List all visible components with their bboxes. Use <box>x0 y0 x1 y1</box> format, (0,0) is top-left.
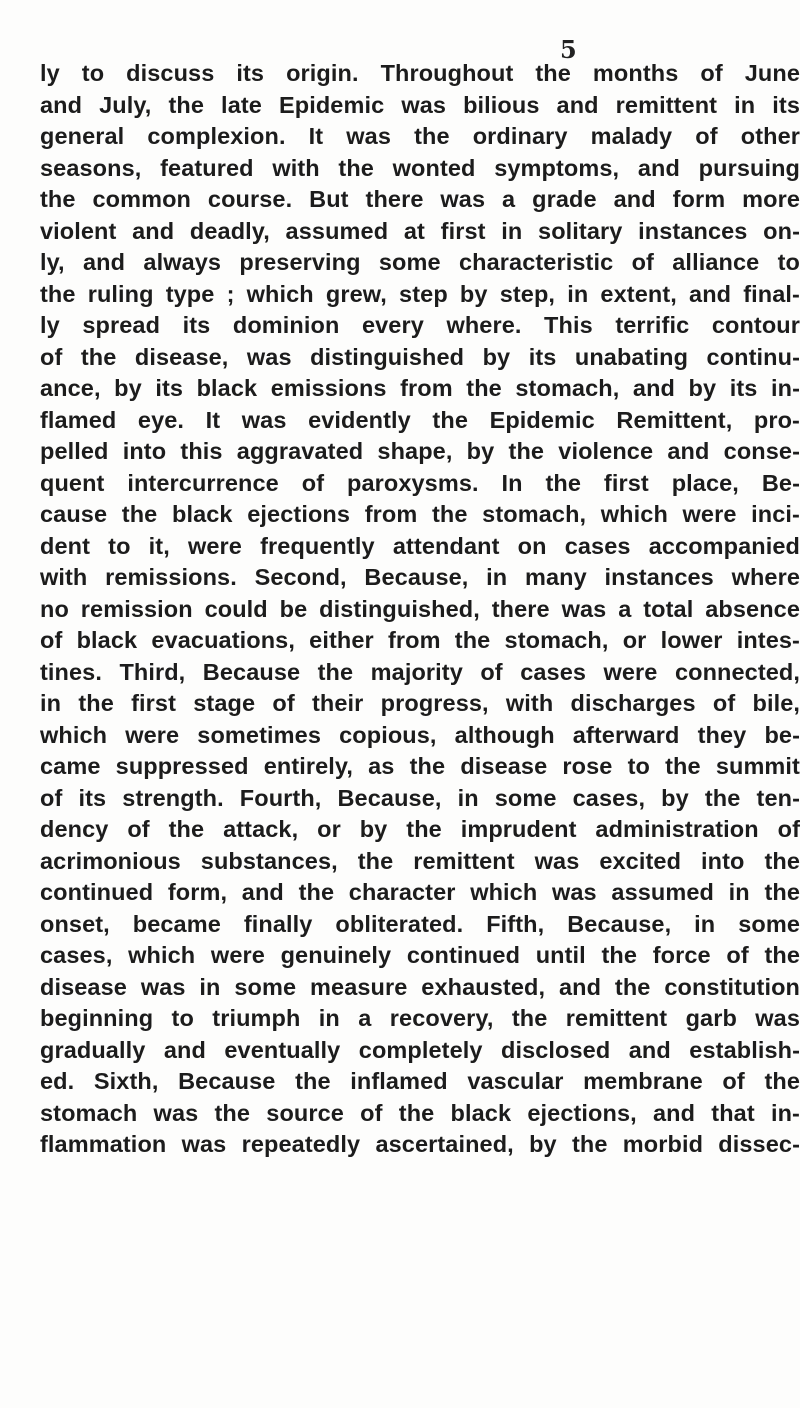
text-line: and July, the late Epidemic was bilious and remittent in its <box>40 91 800 118</box>
text-line: flammation was repeatedly ascertained, by the morbid dissec- <box>40 1131 800 1157</box>
text-line: tines. Third, Because the majority of cases were connected, <box>40 658 800 685</box>
text-line: violent and deadly, assumed at first in solitary instances on- <box>40 217 800 244</box>
text-line: of the disease, was distinguished by its unabating continu- <box>40 343 800 370</box>
text-line: ly, and always preserving some characteristic of alliance to <box>40 249 800 275</box>
text-line: no remission could be distinguished, there was a total absence <box>40 595 800 622</box>
text-line: the common course. But there was a grade and form more <box>40 186 800 212</box>
text-line: cases, which were genuinely continued until the force of the <box>40 942 800 968</box>
text-line: cause the black ejections from the stomach, which were inci- <box>40 501 800 527</box>
text-line: onset, became finally obliterated. Fifth, Because, in some <box>40 910 800 937</box>
text-line: ance, by its black emissions from the stomach, and by its in- <box>40 375 800 401</box>
text-line: ly spread its dominion every where. This terrific contour <box>40 312 800 338</box>
text-line: ed. Sixth, Because the inflamed vascular membrane of the <box>40 1068 800 1094</box>
text-line: acrimonious substances, the remittent was excited into the <box>40 847 800 874</box>
text-line: continued form, and the character which was assumed in the <box>40 879 800 905</box>
text-line: quent intercurrence of paroxysms. In the first place, Be- <box>40 469 800 496</box>
text-line: disease was in some measure exhausted, and the constitution <box>40 973 800 1000</box>
text-line: beginning to triumph in a recovery, the remittent garb was <box>40 1005 800 1031</box>
text-line: general complexion. It was the ordinary malady of other <box>40 123 800 149</box>
text-line: came suppressed entirely, as the disease rose to the summit <box>40 753 800 779</box>
text-line: of black evacuations, either from the stomach, or lower intes- <box>40 627 800 653</box>
text-line: of its strength. Fourth, Because, in some cases, by the ten- <box>40 784 800 811</box>
text-line: gradually and eventually completely disclosed and establish- <box>40 1036 800 1063</box>
text-line: seasons, featured with the wonted symptoms, and pursuing <box>40 154 800 181</box>
text-line: the ruling type ; which grew, step by step, in extent, and final- <box>40 280 800 307</box>
text-line: dency of the attack, or by the imprudent administration of <box>40 816 800 842</box>
text-line: pelled into this aggravated shape, by the violence and conse- <box>40 438 800 464</box>
body-text <box>40 58 800 1161</box>
text-line: dent to it, were frequently attendant on cases accompanied <box>40 532 800 559</box>
text-line: in the first stage of their progress, with discharges of bile, <box>40 690 800 716</box>
text-line: ly to discuss its origin. Throughout the months of June <box>40 60 800 86</box>
text-line: flamed eye. It was evidently the Epidemic Remittent, pro- <box>40 406 800 433</box>
text-line: which were sometimes copious, although afterward they be- <box>40 721 800 748</box>
text-line: stomach was the source of the black ejections, and that in- <box>40 1099 800 1126</box>
page-number: 5 <box>560 35 577 64</box>
text-line: with remissions. Second, Because, in many instances where <box>40 564 800 590</box>
